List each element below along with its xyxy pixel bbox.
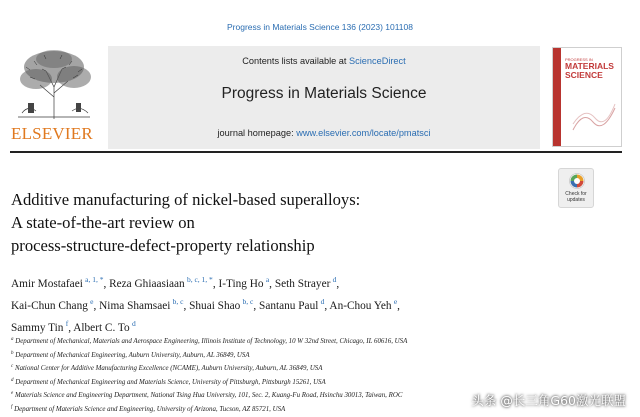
article-title-line: A state-of-the-art review on <box>11 213 195 232</box>
affiliation-item <box>11 348 631 362</box>
affiliation-item <box>11 361 631 375</box>
check-line-2: updates <box>567 197 585 203</box>
affiliation-text: National Center for Additive Manufacturing Excellence (NCAME), Auburn University, Auburn, AL 36849, USA <box>14 365 323 372</box>
author-name[interactable]: Sammy Tin <box>11 322 64 334</box>
journal-homepage-link[interactable]: www.elsevier.com/locate/pmatsci <box>296 128 431 138</box>
cover-line-3: SCIENCE <box>565 70 603 80</box>
affiliation-text: Department of Mechanical Engineering and Materials Science, University of Pittsburgh, Pittsburgh 15261, USA <box>15 378 326 386</box>
author-affiliation-ref[interactable]: d <box>320 297 325 306</box>
affiliation-text: Department of Mechanical, Materials and Aerospace Engineering, Illinois Institute of Technology, 10 W 32nd Street, Chicago, IL 60616, USA <box>15 338 408 345</box>
author-name[interactable]: Albert C. To <box>73 322 130 334</box>
affiliation-marker: b <box>11 350 14 356</box>
author-name[interactable]: Amir Mostafaei <box>11 278 83 290</box>
author-affiliation-ref[interactable]: b, c <box>242 297 254 306</box>
author-affiliation-ref[interactable]: f <box>65 319 69 328</box>
author-affiliation-ref[interactable]: a <box>265 275 270 284</box>
journal-title[interactable]: Progress in Materials Science <box>221 85 427 102</box>
journal-cover-thumbnail[interactable] <box>552 47 622 147</box>
journal-reference[interactable]: Progress in Materials Science 136 (2023) 101108 <box>226 22 413 32</box>
watermark: 头条 @长三角G60激光联盟 <box>471 393 626 408</box>
author-name[interactable]: Nima Shamsaei <box>99 300 171 312</box>
header-rule <box>10 151 622 153</box>
author-line: Kai-Chun Chang $^e$, Nima Shamsaei $^{b, c}$, Shuai Shao $^{b, c}$, Santanu Paul $^d$, An-Chou Yeh $^e$, <box>11 297 400 312</box>
author-list <box>11 271 631 337</box>
affiliation-text: Department of Materials Science and Engineering, University of Arizona, Tucson, AZ 85721, USA <box>14 405 286 413</box>
homepage-prefix: journal homepage: <box>217 128 297 138</box>
elsevier-tree-icon <box>12 47 96 121</box>
author-name[interactable]: Shuai Shao <box>189 300 241 312</box>
article-title-line: process-structure-defect-property relationship <box>11 236 315 255</box>
contents-line <box>108 56 540 66</box>
author-name[interactable]: I-Ting Ho <box>218 278 264 290</box>
author-affiliation-ref[interactable]: e <box>90 297 94 306</box>
author-line: Amir Mostafaei $^{a, 1, *}$, Reza Ghiaasiaan $^{b, c, 1, *}$, I-Ting Ho $^a$, Seth Strayer $^d$, <box>11 275 340 290</box>
author-name[interactable]: Seth Strayer <box>274 278 331 290</box>
author-affiliation-ref[interactable]: d <box>332 275 337 284</box>
affiliation-marker: f <box>11 404 13 410</box>
author-affiliation-ref[interactable]: b, c, 1, * <box>186 275 213 284</box>
cover-title <box>565 57 619 80</box>
affiliation-marker: a <box>11 337 14 342</box>
affiliation-marker: e <box>11 391 14 396</box>
check-line-1: Check for <box>565 191 587 197</box>
affiliation-text: Materials Science and Engineering Department, National Tsing Hua University, 101, Sec. 2, Kuang-Fu Road, Hsinchu 30013, Taiwan, ROC <box>14 392 403 399</box>
check-for-updates-icon <box>568 172 586 190</box>
affiliation-item <box>11 375 631 389</box>
affiliation-marker: d <box>11 377 14 383</box>
cover-line-2: MATERIALS <box>565 61 614 71</box>
elsevier-logo[interactable] <box>10 47 98 147</box>
cover-band <box>553 48 561 146</box>
check-for-updates-button[interactable] <box>558 168 594 208</box>
affiliation-marker: c <box>11 364 14 369</box>
cover-artwork <box>571 100 617 134</box>
author-name[interactable]: Santanu Paul <box>259 300 319 312</box>
author-affiliation-ref[interactable]: a, 1, * <box>85 275 104 284</box>
cover-line-1: PROGRESS IN <box>565 57 593 62</box>
author-affiliation-ref[interactable]: d <box>131 319 136 328</box>
journal-masthead <box>108 46 540 149</box>
author-line: Sammy Tin $^f$, Albert C. To $^d$ <box>11 319 136 334</box>
author-name[interactable]: Kai-Chun Chang <box>11 300 88 312</box>
check-for-updates-label <box>559 191 593 203</box>
author-affiliation-ref[interactable]: b, c <box>172 297 184 306</box>
author-name[interactable]: Reza Ghiaasiaan <box>109 278 185 290</box>
author-affiliation-ref[interactable]: e <box>393 297 398 306</box>
article-title-line: Additive manufacturing of nickel-based superalloys: <box>11 190 361 209</box>
contents-prefix: Contents lists available at <box>242 56 350 66</box>
elsevier-wordmark: ELSEVIER <box>11 124 93 143</box>
affiliation-text: Department of Mechanical Engineering, Auburn University, Auburn, AL 36849, USA <box>15 351 250 359</box>
article-title <box>11 188 551 257</box>
sciencedirect-link[interactable]: ScienceDirect <box>349 56 406 66</box>
affiliation-item <box>11 334 631 348</box>
author-name[interactable]: An-Chou Yeh <box>329 300 392 312</box>
homepage-line <box>108 128 540 138</box>
